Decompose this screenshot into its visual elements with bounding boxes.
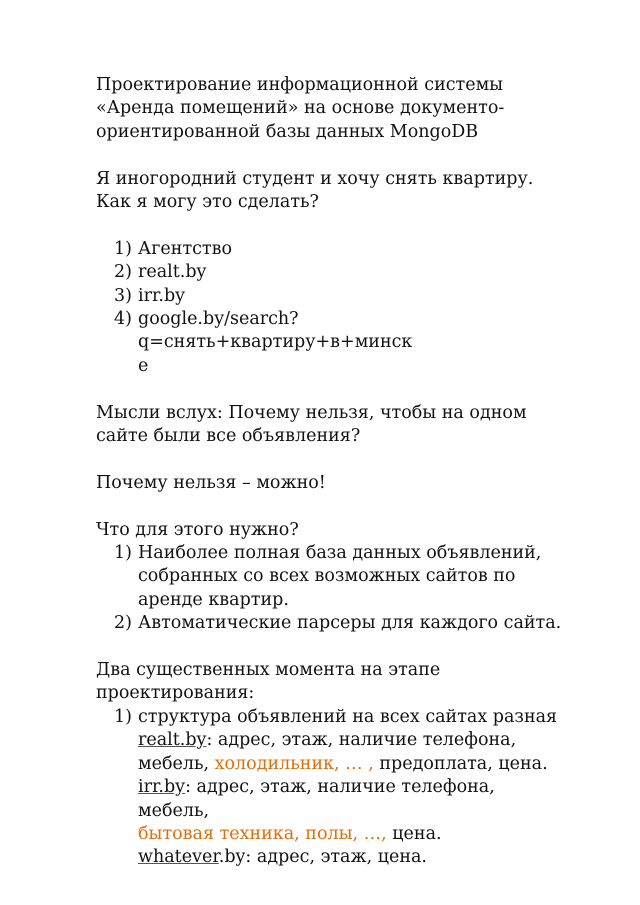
irr-line — [138, 776, 566, 823]
whatever-fields: : адрес, этаж, цена. — [245, 847, 427, 868]
whatever-site-domain: .by — [218, 847, 246, 868]
spacer — [96, 214, 566, 237]
list-item-text-continuation: е — [138, 355, 149, 376]
options-list — [96, 238, 566, 378]
list-item-text: irr.by — [138, 285, 186, 306]
list-item — [96, 612, 566, 635]
list-number: 1) — [114, 543, 132, 564]
intro-line-2: Как я могу это сделать? — [96, 192, 319, 213]
list-item-line: Наиболее полная база данных объявлений, — [138, 543, 542, 564]
list-item-line: аренде квартир. — [138, 589, 289, 610]
intro-line-1: Я иногородний студент и хочу снять квартиру. — [96, 168, 534, 189]
list-item — [96, 285, 566, 308]
realt-extra-fields: холодильник, … , — [214, 753, 374, 774]
thoughts-line-1: Мысли вслух: Почему нельзя, чтобы на одном — [96, 402, 527, 423]
spacer — [96, 495, 566, 518]
spacer — [96, 636, 566, 659]
list-item — [96, 542, 566, 612]
list-item-text: google.by/search?q=снять+квартиру+в+минск — [138, 309, 413, 353]
needs-heading: Что для этого нужно? — [96, 519, 299, 540]
list-number: 1) — [114, 238, 132, 259]
realt-line-2 — [138, 753, 566, 776]
list-item-line: собранных со всех возможных сайтов по — [138, 566, 516, 587]
moments-heading-line-2: проектирования: — [96, 683, 255, 704]
document-page — [96, 74, 566, 870]
list-item-text: realt.by — [138, 262, 207, 283]
realt-fields: : адрес, этаж, наличие телефона, — [206, 730, 517, 751]
list-item-text: Агентство — [138, 238, 232, 259]
document-title — [96, 74, 566, 144]
answer-paragraph: Почему нельзя – можно! — [96, 472, 326, 493]
realt-fields-2a: мебель, — [138, 753, 215, 774]
irr-extra-fields: бытовая техника, полы, …, — [138, 823, 387, 844]
title-line-2: «Аренда помещений» на основе документо- — [96, 98, 505, 119]
intro-paragraph — [96, 168, 566, 215]
list-number: 2) — [114, 262, 132, 283]
realt-line — [138, 729, 566, 752]
list-item-line: Автоматические парсеры для каждого сайта. — [138, 613, 562, 634]
thoughts-paragraph — [96, 402, 566, 449]
moments-list — [96, 706, 566, 870]
whatever-site-name: whatever — [138, 847, 219, 868]
moments-heading — [96, 659, 566, 706]
list-number: 2) — [114, 613, 132, 634]
spacer — [96, 144, 566, 167]
list-number: 3) — [114, 285, 132, 306]
list-item — [96, 308, 566, 378]
spacer — [96, 378, 566, 401]
spacer — [96, 448, 566, 471]
thoughts-line-2: сайте были все объявления? — [96, 426, 361, 447]
realt-site-name: realt.by — [138, 730, 207, 751]
irr-fields-end: цена. — [386, 823, 442, 844]
moments-heading-line-1: Два существенных момента на этапе — [96, 660, 441, 681]
title-line-3: ориентированной базы данных MongoDB — [96, 121, 479, 142]
list-item — [96, 706, 566, 870]
list-number: 1) — [114, 706, 132, 727]
title-line-1: Проектирование информационной системы — [96, 75, 504, 95]
needs-list — [96, 542, 566, 636]
list-number: 4) — [114, 309, 132, 330]
whatever-line — [138, 846, 566, 869]
realt-fields-2b: предоплата, цена. — [373, 753, 548, 774]
irr-fields: : адрес, этаж, наличие телефона, мебель, — [138, 777, 495, 821]
list-item — [96, 238, 566, 261]
list-item — [96, 261, 566, 284]
irr-site-name: irr.by — [138, 777, 186, 798]
list-item-line: структура объявлений на всех сайтах разная — [138, 706, 558, 727]
irr-line-2 — [138, 823, 566, 846]
